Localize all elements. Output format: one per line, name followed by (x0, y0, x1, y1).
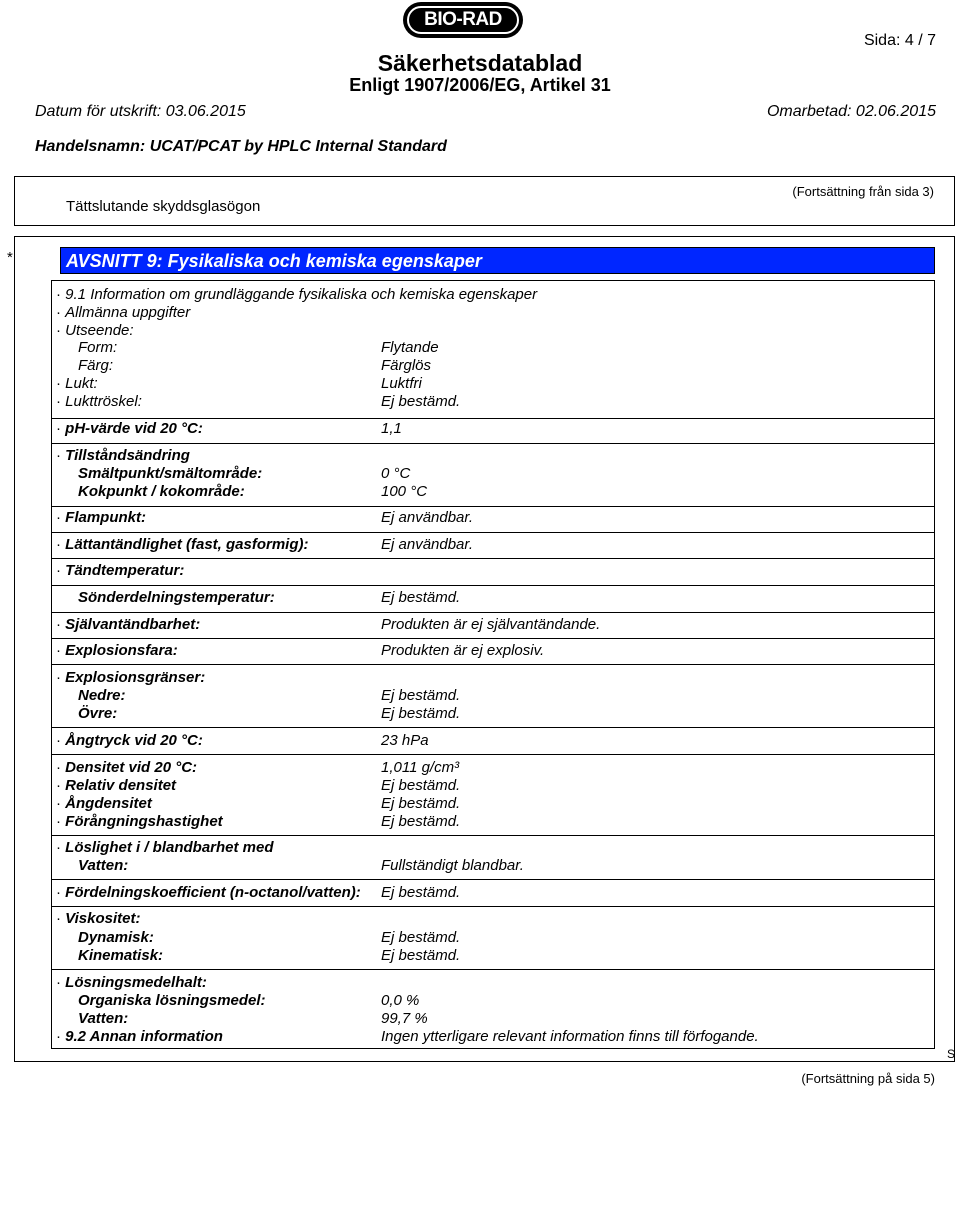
row-value-upper: Ej bestämd. (381, 705, 461, 722)
row-label-water-content: Vatten: (78, 1010, 129, 1027)
row-label-explosion-hazard: · Explosionsfara: (56, 642, 178, 659)
row-label-ignition-temp: · Tändtemperatur: (56, 562, 185, 579)
continued-on: (Fortsättning på sida 5) (801, 1071, 935, 1086)
row-label-solvent-content: · Lösningsmedelhalt: (56, 974, 207, 991)
row-label-ph: · pH-värde vid 20 °C: (56, 420, 203, 437)
row-divider (51, 532, 935, 533)
row-divider (51, 664, 935, 665)
row-value-explosion-hazard: Produkten är ej explosiv. (381, 642, 545, 659)
row-label-vapour-pressure: · Ångtryck vid 20 °C: (56, 732, 203, 749)
row-label-odor-threshold: · Lukttröskel: (56, 393, 142, 410)
row-label-appearance: · Utseende: (56, 322, 134, 339)
row-label-self-ignition: · Självantändbarhet: (56, 616, 201, 633)
row-label-boiling: Kokpunkt / kokområde: (78, 483, 245, 500)
row-value-dynamic: Ej bestämd. (381, 929, 461, 946)
continued-from: (Fortsättning från sida 3) (792, 184, 934, 199)
row-label-water: Vatten: (78, 857, 129, 874)
row-divider (51, 754, 935, 755)
row-value-color: Färglös (381, 357, 432, 374)
document-title: Säkerhetsdatablad (377, 50, 583, 76)
row-divider (51, 558, 935, 559)
row-divider (51, 879, 935, 880)
row-value-odor-threshold: Ej bestämd. (381, 393, 461, 410)
row-label-viscosity: · Viskositet: (56, 910, 141, 927)
row-divider (51, 906, 935, 907)
row-label-odor: · Lukt: (56, 375, 98, 392)
row-label-lower: Nedre: (78, 687, 126, 704)
row-value-self-ignition: Produkten är ej självantändande. (381, 616, 601, 633)
row-value-water: Fullständigt blandbar. (381, 857, 524, 874)
row-divider (51, 969, 935, 970)
logo-text: BIO-RAD (407, 6, 519, 34)
section-heading: AVSNITT 9: Fysikaliska och kemiska egenskaper (60, 247, 935, 274)
row-divider (51, 835, 935, 836)
print-date: Datum för utskrift: 03.06.2015 (35, 103, 246, 120)
row-value-organic-solvents: 0,0 % (381, 992, 420, 1009)
row-label-organic-solvents: Organiska lösningsmedel: (78, 992, 266, 1009)
document-subtitle: Enligt 1907/2006/EG, Artikel 31 (349, 75, 611, 95)
row-value-vapour-pressure: 23 hPa (381, 732, 429, 749)
row-value-density: 1,011 g/cm³ (381, 759, 460, 776)
row-label-solubility: · Löslighet i / blandbarhet med (56, 839, 274, 856)
row-value-flammability: Ej användbar. (381, 536, 474, 553)
row-value-decomposition-temp: Ej bestämd. (381, 589, 461, 606)
row-value-flash-point: Ej användbar. (381, 509, 474, 526)
revised-date: Omarbetad: 02.06.2015 (766, 103, 936, 120)
row-label-9-1: · 9.1 Information om grundläggande fysikaliska och kemiska egenskaper (56, 286, 538, 303)
row-label-9-2: · 9.2 Annan information (56, 1028, 223, 1045)
row-value-ph: 1,1 (381, 420, 402, 437)
row-label-partition-coefficient: · Fördelningskoefficient (n-octanol/vatten): (56, 884, 361, 901)
row-value-partition-coefficient: Ej bestämd. (381, 884, 461, 901)
row-value-9-2: Ingen ytterligare relevant information finns till förfogande. (381, 1028, 759, 1045)
row-label-general: · Allmänna uppgifter (56, 304, 191, 321)
row-label-relative-density: · Relativ densitet (56, 777, 177, 794)
row-divider (51, 506, 935, 507)
row-value-melting: 0 °C (381, 465, 411, 482)
previous-section-box (14, 176, 955, 226)
bio-rad-logo (403, 2, 523, 38)
row-divider (51, 418, 935, 419)
row-value-form: Flytande (381, 339, 439, 356)
footer-marker: S (947, 1047, 956, 1061)
trade-name: Handelsnamn: UCAT/PCAT by HPLC Internal Standard (35, 138, 447, 155)
row-divider (51, 443, 935, 444)
row-label-color: Färg: (78, 357, 114, 374)
row-value-relative-density: Ej bestämd. (381, 777, 461, 794)
row-label-density: · Densitet vid 20 °C: (56, 759, 198, 776)
row-label-decomposition-temp: Sönderdelningstemperatur: (78, 589, 275, 606)
row-divider (51, 638, 935, 639)
row-label-upper: Övre: (78, 705, 118, 722)
row-label-flammability: · Lättantändlighet (fast, gasformig): (56, 536, 309, 553)
page-number: Sida: 4 / 7 (863, 32, 936, 49)
row-divider (51, 585, 935, 586)
previous-section-text: Tättslutande skyddsglasögon (66, 198, 261, 215)
row-value-boiling: 100 °C (381, 483, 428, 500)
row-divider (51, 727, 935, 728)
row-label-kinematic: Kinematisk: (78, 947, 164, 964)
row-value-kinematic: Ej bestämd. (381, 947, 461, 964)
row-label-melting: Smältpunkt/smältområde: (78, 465, 263, 482)
row-value-vapour-density: Ej bestämd. (381, 795, 461, 812)
row-divider (51, 612, 935, 613)
row-label-form: Form: (78, 339, 118, 356)
row-label-dynamic: Dynamisk: (78, 929, 154, 946)
revision-marker: * (7, 249, 13, 266)
row-value-odor: Luktfri (381, 375, 422, 392)
row-label-state-change: · Tillståndsändring (56, 447, 190, 464)
row-value-water-content: 99,7 % (381, 1010, 428, 1027)
row-label-explosion-limits: · Explosionsgränser: (56, 669, 206, 686)
row-label-flash-point: · Flampunkt: (56, 509, 147, 526)
row-label-evaporation-rate: · Förångningshastighet (56, 813, 223, 830)
row-value-lower: Ej bestämd. (381, 687, 461, 704)
row-label-vapour-density: · Ångdensitet (56, 795, 152, 812)
row-value-evaporation-rate: Ej bestämd. (381, 813, 461, 830)
